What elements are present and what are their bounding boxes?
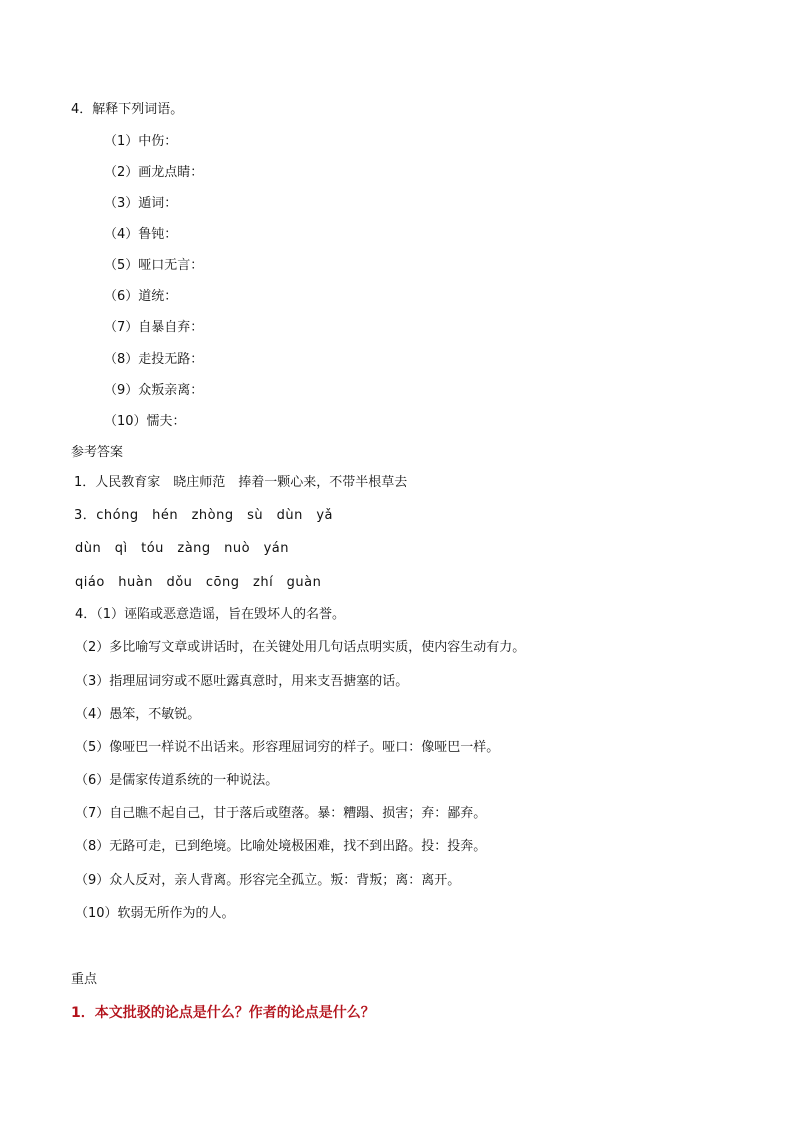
q4-item-6: （6）道统： <box>104 289 178 304</box>
answer-4-2: （2）多比喻写文章或讲话时，在关键处用几句话点明实质，使内容生动有力。 <box>75 640 526 655</box>
answer-4-4: （4）愚笨，不敏锐。 <box>75 707 201 722</box>
answers-heading: 参考答案 <box>71 445 124 460</box>
q4-item-1: （1）中伤： <box>104 134 178 149</box>
answer-3-line-1: 3．chóng hén zhòng sù dùn yǎ <box>74 508 333 523</box>
q4-item-2: （2）画龙点睛： <box>104 165 204 180</box>
q4-item-3: （3）遁词： <box>104 196 178 211</box>
q4-item-5: （5）哑口无言： <box>104 258 204 273</box>
answer-4-7: （7）自己瞧不起自己，甘于落后或堕落。暴：糟蹋、损害；弃：鄙弃。 <box>75 806 487 821</box>
answer-1: 1．人民教育家 晓庄师范 捧着一颗心来，不带半根草去 <box>74 475 408 490</box>
q4-item-9: （9）众叛亲离： <box>104 383 204 398</box>
answer-4-1: 4．（1）诬陷或恶意造谣，旨在毁坏人的名誉。 <box>75 607 346 622</box>
q4-item-7: （7）自暴自弃： <box>104 320 204 335</box>
q4-item-8: （8）走投无路： <box>104 352 204 367</box>
answer-4-8: （8）无路可走，已到绝境。比喻处境极困难，找不到出路。投：投奔。 <box>75 839 487 854</box>
answer-4-6: （6）是儒家传道系统的一种说法。 <box>75 773 279 788</box>
answer-3-line-2: dùn qì tóu zàng nuò yán <box>75 541 289 556</box>
q4-item-4: （4）鲁钝： <box>104 227 178 242</box>
answer-4-5: （5）像哑巴一样说不出话来。形容理屈词穷的样子。哑口：像哑巴一样。 <box>75 740 500 755</box>
answer-4-10: （10）软弱无所作为的人。 <box>75 906 235 921</box>
q4-title: 4．解释下列词语。 <box>71 102 184 117</box>
focus-question-1: 1．本文批驳的论点是什么？作者的论点是什么？ <box>71 1005 375 1021</box>
focus-heading: 重点 <box>71 972 98 987</box>
answer-4-9: （9）众人反对，亲人背离。形容完全孤立。叛：背叛；离：离开。 <box>75 873 461 888</box>
q4-item-10: （10）懦夫： <box>104 414 186 429</box>
answer-3-line-3: qiáo huàn dǒu cōng zhí guàn <box>75 575 322 590</box>
answer-4-3: （3）指理屈词穷或不愿吐露真意时，用来支吾搪塞的话。 <box>75 674 409 689</box>
